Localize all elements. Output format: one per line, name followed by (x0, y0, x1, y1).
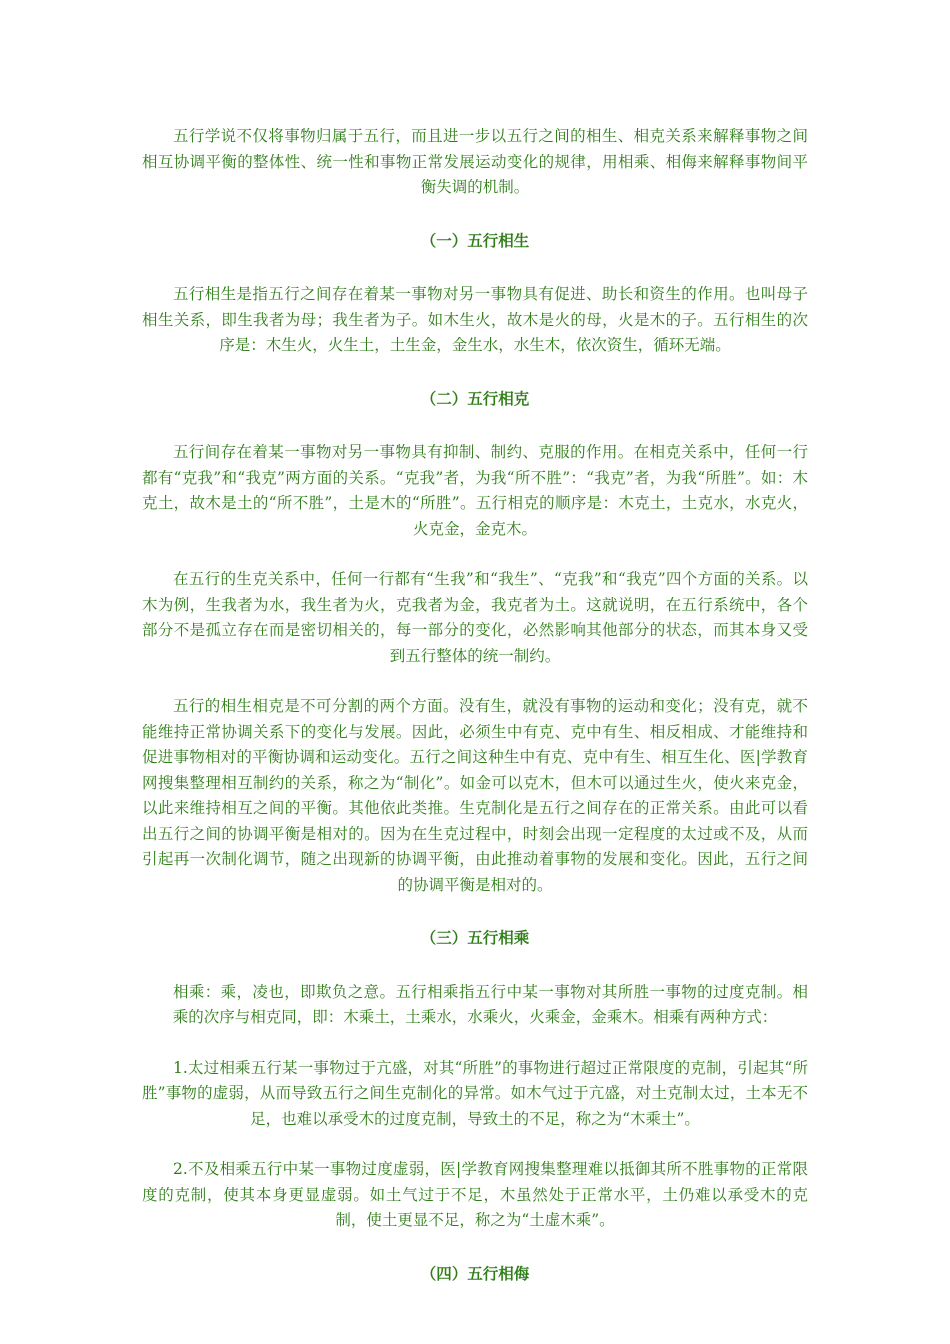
section-heading-xiangke: （二）五行相克 (420, 389, 530, 408)
taiguo-xiangcheng-item: 1.太过相乘五行某一事物过于亢盛，对其“所胜”的事物进行超过正常限度的克制，引起其“所胜”事物的虚弱，从而导致五行之间生克制化的异常。如木气过于亢盛，对土克制太过，土本无不足，也难以承受木的过度克制，导致土的不足，称之为“木乘土”。 (142, 1058, 808, 1128)
zhihua-paragraph: 五行的相生相克是不可分割的两个方面。没有生，就没有事物的运动和变化；没有克，就不能维持正常协调关系下的变化与发展。因此，必须生中有克、克中有生、相反相成、才能维持和促进事物相对的平衡协调和运动变化。五行之间这种生中有克、克中有生、相互生化、医|学教育网搜集整理相互制约的关系，称之为“制化”。如金可以克木，但木可以通过生火，使火来克金，以此来维持相互之间的平衡。其他依此类推。生克制化是五行之间存在的正常关系。由此可以看出五行之间的协调平衡是相对的。因为在生克过程中，时刻会出现一定程度的太过或不及，从而引起再一次制化调节，随之出现新的协调平衡，由此推动着事物的发展和变化。因此，五行之间的协调平衡是相对的。 (142, 697, 808, 894)
xiangsheng-paragraph: 五行相生是指五行之间存在着某一事物对另一事物具有促进、助长和资生的作用。也叫母子相生关系，即生我者为母；我生者为子。如木生火，故木是火的母，火是木的子。五行相生的次序是：木生火，火生土，土生金，金生水，水生木，依次资生，循环无端。 (142, 285, 808, 354)
intro-paragraph: 五行学说不仅将事物归属于五行，而且进一步以五行之间的相生、相克关系来解释事物之间相互协调平衡的整体性、统一性和事物正常发展运动变化的规律，用相乘、相侮来解释事物间平衡失调的机制。 (142, 127, 808, 196)
section-heading-xiangsheng: （一）五行相生 (420, 231, 530, 250)
section-heading-xiangwu: （四）五行相侮 (420, 1264, 530, 1283)
section-heading-xiangcheng: （三）五行相乘 (420, 929, 530, 947)
xiangke-paragraph: 五行间存在着某一事物对另一事物具有抑制、制约、克服的作用。在相克关系中，任何一行都有“克我”和“我克”两方面的关系。“克我”者，为我“所不胜”：“我克”者，为我“所胜”。如：木克土，故木是土的“所不胜”，土是木的“所胜”。五行相克的顺序是：木克土，土克水，水克火，火克金，金克木。 (142, 443, 808, 538)
document-page (142, 124, 808, 1287)
buji-xiangcheng-item: 2.不及相乘五行中某一事物过度虚弱，医|学教育网搜集整理难以抵御其所不胜事物的正常限度的克制，使其本身更显虚弱。如土气过于不足，木虽然处于正常水平，土仍难以承受木的克制，使土更显不足，称之为“土虚木乘”。 (142, 1160, 808, 1229)
shengke-relation-paragraph: 在五行的生克关系中，任何一行都有“生我”和“我生”、“克我”和“我克”四个方面的关系。以木为例，生我者为水，我生者为火，克我者为金，我克者为土。这就说明，在五行系统中，各个部分不是孤立存在而是密切相关的，每一部分的变化，必然影响其他部分的状态，而其本身又受到五行整体的统一制约。 (142, 570, 808, 665)
xiangcheng-paragraph: 相乘：乘，凌也，即欺负之意。五行相乘指五行中某一事物对其所胜一事物的过度克制。相乘的次序与相克同，即：木乘土，土乘水，水乘火，火乘金，金乘木。相乘有两种方式： (172, 982, 808, 1026)
